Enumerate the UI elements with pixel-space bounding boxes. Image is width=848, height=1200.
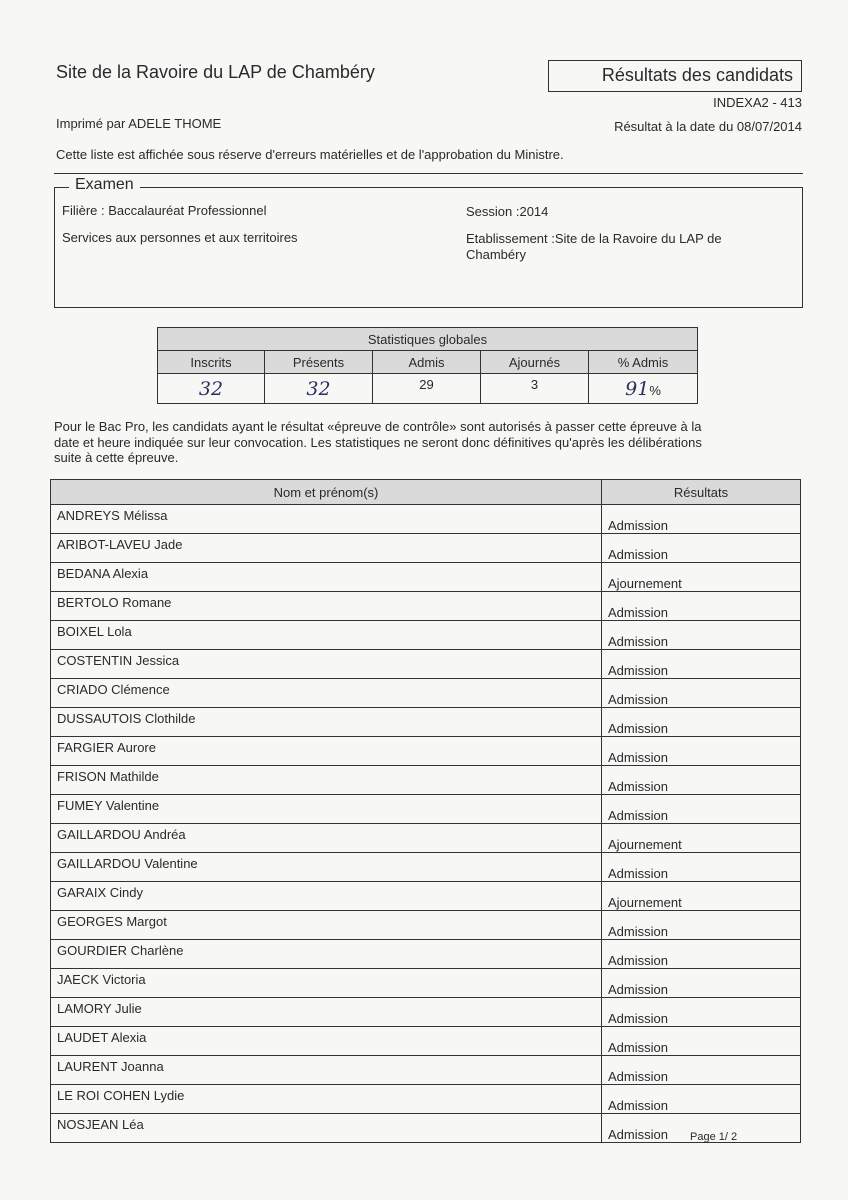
candidate-name: DUSSAUTOIS Clothilde bbox=[51, 708, 602, 737]
result-date: Résultat à la date du 08/07/2014 bbox=[614, 119, 802, 134]
stats-ajournes: 3 bbox=[481, 374, 589, 404]
stats-header-presents: Présents bbox=[265, 351, 373, 374]
table-row bbox=[51, 940, 801, 969]
candidate-result: Admission bbox=[602, 505, 801, 534]
exam-etablissement: Etablissement :Site de la Ravoire du LAP de Chambéry bbox=[466, 231, 722, 262]
index-code: INDEXA2 - 413 bbox=[713, 95, 802, 110]
candidate-name: BERTOLO Romane bbox=[51, 592, 602, 621]
printed-by: Imprimé par ADELE THOME bbox=[56, 116, 222, 131]
stats-pct-admis-cell bbox=[589, 374, 698, 404]
candidates-table bbox=[50, 479, 801, 1143]
candidate-name: GOURDIER Charlène bbox=[51, 940, 602, 969]
stats-presents: 32 bbox=[306, 377, 331, 400]
candidate-name: ANDREYS Mélissa bbox=[51, 505, 602, 534]
candidate-name: GAILLARDOU Valentine bbox=[51, 853, 602, 882]
candidate-result: Admission bbox=[602, 1114, 801, 1143]
stats-header-admis: Admis bbox=[373, 351, 481, 374]
candidate-name: FARGIER Aurore bbox=[51, 737, 602, 766]
table-row bbox=[51, 1085, 801, 1114]
candidate-result: Admission bbox=[602, 969, 801, 998]
table-row bbox=[51, 969, 801, 998]
stats-presents-cell bbox=[265, 374, 373, 404]
table-row bbox=[51, 795, 801, 824]
stats-table bbox=[157, 327, 698, 404]
candidate-name: LAUDET Alexia bbox=[51, 1027, 602, 1056]
table-row bbox=[51, 766, 801, 795]
exam-session: Session :2014 bbox=[466, 204, 549, 219]
table-row bbox=[51, 679, 801, 708]
candidate-name: BEDANA Alexia bbox=[51, 563, 602, 592]
stats-pct-admis: 91 bbox=[625, 377, 650, 400]
candidate-name: JAECK Victoria bbox=[51, 969, 602, 998]
stats-header-ajournes: Ajournés bbox=[481, 351, 589, 374]
candidate-result: Admission bbox=[602, 853, 801, 882]
candidate-name: GAILLARDOU Andréa bbox=[51, 824, 602, 853]
results-title-box bbox=[548, 60, 802, 92]
candidate-name: LAMORY Julie bbox=[51, 998, 602, 1027]
candidate-name: FUMEY Valentine bbox=[51, 795, 602, 824]
table-row bbox=[51, 650, 801, 679]
table-row bbox=[51, 592, 801, 621]
exam-box bbox=[54, 176, 803, 308]
table-row bbox=[51, 1027, 801, 1056]
table-row bbox=[51, 708, 801, 737]
candidate-result: Admission bbox=[602, 940, 801, 969]
site-title: Site de la Ravoire du LAP de Chambéry bbox=[56, 62, 375, 82]
candidate-name: GARAIX Cindy bbox=[51, 882, 602, 911]
exam-filiere: Filière : Baccalauréat Professionnel bbox=[62, 203, 267, 218]
candidate-name: BOIXEL Lola bbox=[51, 621, 602, 650]
table-row bbox=[51, 911, 801, 940]
candidate-result: Ajournement bbox=[602, 882, 801, 911]
table-row bbox=[51, 505, 801, 534]
exam-specialite: Services aux personnes et aux territoires bbox=[62, 230, 298, 245]
candidate-result: Ajournement bbox=[602, 824, 801, 853]
candidate-result: Admission bbox=[602, 534, 801, 563]
candidate-result: Admission bbox=[602, 1085, 801, 1114]
stats-pct-sign: % bbox=[649, 382, 661, 398]
exam-legend: Examen bbox=[69, 176, 140, 194]
column-header-name: Nom et prénom(s) bbox=[51, 480, 602, 505]
stats-title: Statistiques globales bbox=[158, 328, 698, 351]
candidate-name: CRIADO Clémence bbox=[51, 679, 602, 708]
table-row bbox=[51, 853, 801, 882]
candidate-result: Ajournement bbox=[602, 563, 801, 592]
candidate-name: FRISON Mathilde bbox=[51, 766, 602, 795]
disclaimer: Cette liste est affichée sous réserve d'erreurs matérielles et de l'approbation du Ministre. bbox=[56, 147, 564, 162]
candidate-result: Admission bbox=[602, 998, 801, 1027]
candidate-result: Admission bbox=[602, 650, 801, 679]
candidate-name: LE ROI COHEN Lydie bbox=[51, 1085, 602, 1114]
candidate-result: Admission bbox=[602, 592, 801, 621]
candidate-result: Admission bbox=[602, 737, 801, 766]
candidate-result: Admission bbox=[602, 621, 801, 650]
candidate-result: Admission bbox=[602, 911, 801, 940]
candidate-name: GEORGES Margot bbox=[51, 911, 602, 940]
candidate-result: Admission bbox=[602, 766, 801, 795]
page-number: Page 1/ 2 bbox=[690, 1131, 738, 1143]
candidate-result: Admission bbox=[602, 795, 801, 824]
candidate-result: Admission bbox=[602, 1056, 801, 1085]
column-header-result: Résultats bbox=[602, 480, 801, 505]
bac-pro-note: Pour le Bac Pro, les candidats ayant le résultat «épreuve de contrôle» sont autorisés à passer cette épreuve à la date et heure indiquée sur leur convocation. Les statistiques ne seront donc définitives qu'après les délibérations suite à cette épreuve. bbox=[54, 419, 702, 465]
candidate-name: COSTENTIN Jessica bbox=[51, 650, 602, 679]
candidate-name: ARIBOT-LAVEU Jade bbox=[51, 534, 602, 563]
candidate-result: Admission bbox=[602, 708, 801, 737]
stats-inscrits-cell bbox=[158, 374, 265, 404]
candidate-result: Admission bbox=[602, 679, 801, 708]
divider bbox=[54, 173, 803, 174]
stats-header-pct-admis: % Admis bbox=[589, 351, 698, 374]
stats-inscrits: 32 bbox=[198, 377, 224, 400]
table-row bbox=[51, 824, 801, 853]
table-row bbox=[51, 534, 801, 563]
table-row bbox=[51, 737, 801, 766]
candidate-result: Admission bbox=[602, 1027, 801, 1056]
table-row bbox=[51, 998, 801, 1027]
stats-admis: 29 bbox=[373, 374, 481, 404]
candidate-name: NOSJEAN Léa bbox=[51, 1114, 602, 1143]
results-title: Résultats des candidats bbox=[601, 65, 793, 85]
table-row bbox=[51, 563, 801, 592]
table-row bbox=[51, 1114, 801, 1143]
table-row bbox=[51, 882, 801, 911]
table-row bbox=[51, 1056, 801, 1085]
table-row bbox=[51, 621, 801, 650]
candidate-name: LAURENT Joanna bbox=[51, 1056, 602, 1085]
stats-header-inscrits: Inscrits bbox=[158, 351, 265, 374]
candidates-body bbox=[51, 505, 801, 1143]
